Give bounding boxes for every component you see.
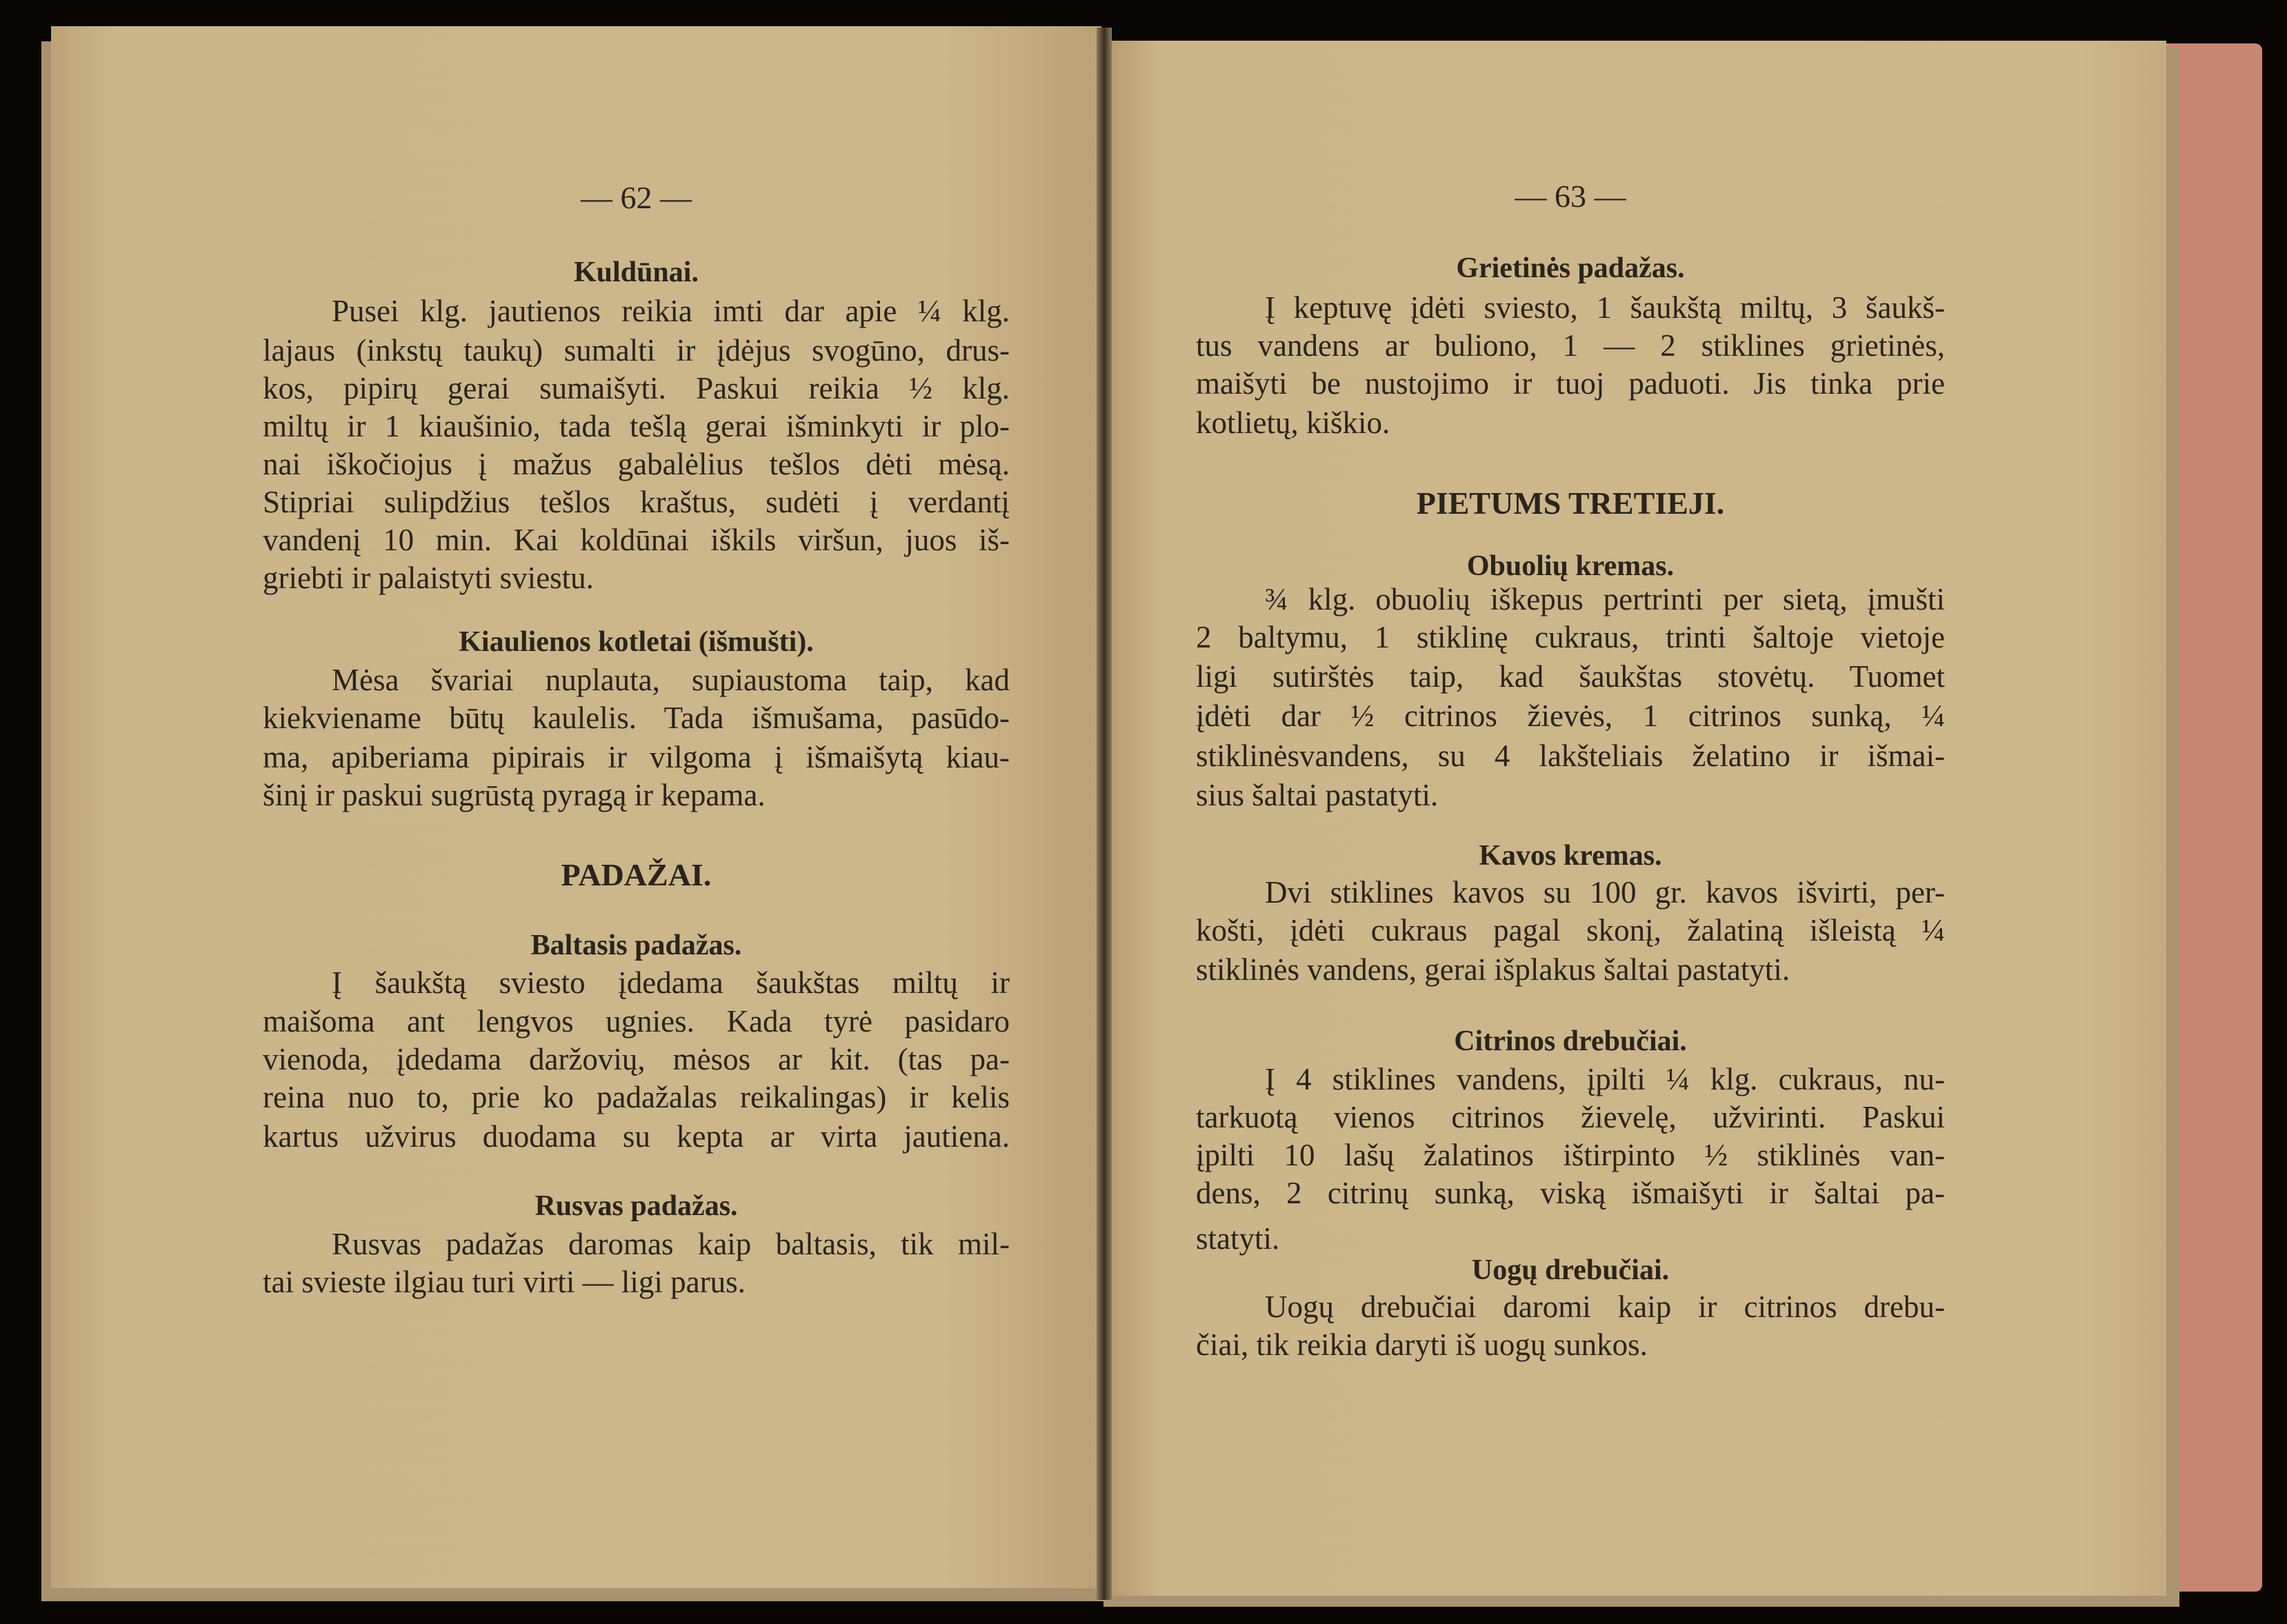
text-line: griebti ir palaistyti sviestu. [263,561,594,595]
section-heading: Rusvas padažas. [535,1190,738,1222]
text-line: Į keptuvę įdėti sviesto, 1 šaukštą miltų, 3 šaukš- [1265,290,1945,325]
text-line: stiklinėsvandens, su 4 lakšteliais želatino ir išmai- [1196,739,1945,773]
section-heading: Kiaulienos kotletai (išmušti). [459,626,814,658]
text-line: lajaus (inkstų taukų) sumalti ir įdėjus svogūno, drus- [263,333,1010,368]
chapter-heading: PIETUMS TRETIEJI. [1416,485,1725,521]
text-line: 2 baltymu, 1 stiklinę cukraus, trinti šaltoje vietoje [1196,620,1945,654]
text-line: tai svieste ilgiau turi virti — ligi parus. [263,1265,746,1299]
text-line: ¾ klg. obuolių iškepus pertrinti per sietą, įmušti [1265,582,1945,616]
text-line: ligi sutirštės taip, kad šaukštas stovėtų. Tuomet [1196,659,1945,694]
text-line: kos, pipirų gerai sumaišyti. Paskui reikia ½ klg. [263,371,1010,405]
page-number: — 63 — [1515,179,1626,214]
text-line: Mėsa švariai nuplauta, supiaustoma taip, kad [332,663,1010,697]
text-line: vienoda, įdedama daržovių, mėsos ar kit. (tas pa- [263,1042,1010,1076]
text-line: statyti. [1196,1221,1280,1256]
section-heading: Grietinės padažas. [1456,252,1685,284]
text-line: šinį ir paskui sugrūstą pyragą ir kepama. [263,778,766,812]
text-line: sius šaltai pastatyti. [1196,778,1439,812]
text-line: Stipriai sulipdžius tešlos kraštus, sudėti į verdantį [263,485,1010,519]
text-line: Uogų drebučiai daromi kaip ir citrinos drebu- [1265,1290,1945,1324]
text-line: dens, 2 citrinų sunką, viską išmaišyti ir šaltai pa- [1196,1176,1945,1210]
text-line: Į šaukštą sviesto įdedama šaukštas miltų ir [332,965,1010,1000]
text-line: košti, įdėti cukraus pagal skonį, žalatiną išleistą ¼ [1196,913,1945,948]
text-line: reina nuo to, prie ko padažalas reikalingas) ir kelis [263,1080,1010,1114]
text-line: Dvi stiklines kavos su 100 gr. kavos išvirti, per- [1265,875,1945,910]
text-line: Rusvas padažas daromas kaip baltasis, tik mil- [332,1227,1010,1261]
text-line: kotlietų, kiškio. [1196,405,1390,440]
text-line: stiklinės vandens, gerai išplakus šaltai pastatyti. [1196,952,1790,987]
text-line: kiekviename būtų kaulelis. Tada išmušama, pasūdo- [263,701,1010,735]
text-line: tarkuotą vienos citrinos žievelę, užvirinti. Paskui [1196,1100,1945,1134]
text-line: nai iškočiojus į mažus gabalėlius tešlos dėti mėsą. [263,447,1010,481]
text-line: Į 4 stiklines vandens, įpilti ¼ klg. cukraus, nu- [1265,1062,1945,1096]
chapter-heading: PADAŽAI. [561,857,712,892]
text-line: įdėti dar ½ citrinos žievės, 1 citrinos sunką, ¼ [1196,699,1945,733]
text-line: vandenį 10 min. Kai koldūnai iškils viršun, juos iš- [263,523,1010,557]
book-spine [1097,28,1112,1600]
section-heading: Obuolių kremas. [1466,550,1675,582]
section-heading: Uogų drebučiai. [1471,1254,1670,1286]
text-line: maišyti be nustojimo ir tuoj paduoti. Jis tinka prie [1196,366,1945,401]
text-line: miltų ir 1 kiaušinio, tada tešlą gerai išminkyti ir plo- [263,409,1010,443]
text-line: ma, apiberiama pipirais ir vilgoma į išmaišytą kiau- [263,740,1010,774]
section-heading: Kavos kremas. [1479,840,1662,872]
text-line: čiai, tik reikia daryti iš uogų sunkos. [1196,1327,1648,1362]
text-line: kartus užvirus duodama su kepta ar virta jautiena. [263,1119,1010,1154]
page-number: — 62 — [581,180,692,215]
text-line: įpilti 10 lašų žalatinos ištirpinto ½ stiklinės van- [1196,1138,1945,1172]
section-heading: Baltasis padažas. [530,930,742,961]
section-heading: Citrinos drebučiai. [1454,1025,1687,1057]
text-line: Pusei klg. jautienos reikia imti dar apie ¼ klg. [332,294,1010,328]
text-line: tus vandens ar buliono, 1 — 2 stiklines grietinės, [1196,328,1945,363]
text-line: maišoma ant lengvos ugnies. Kada tyrė pasidaro [263,1004,1010,1039]
section-heading: Kuldūnai. [574,257,699,288]
